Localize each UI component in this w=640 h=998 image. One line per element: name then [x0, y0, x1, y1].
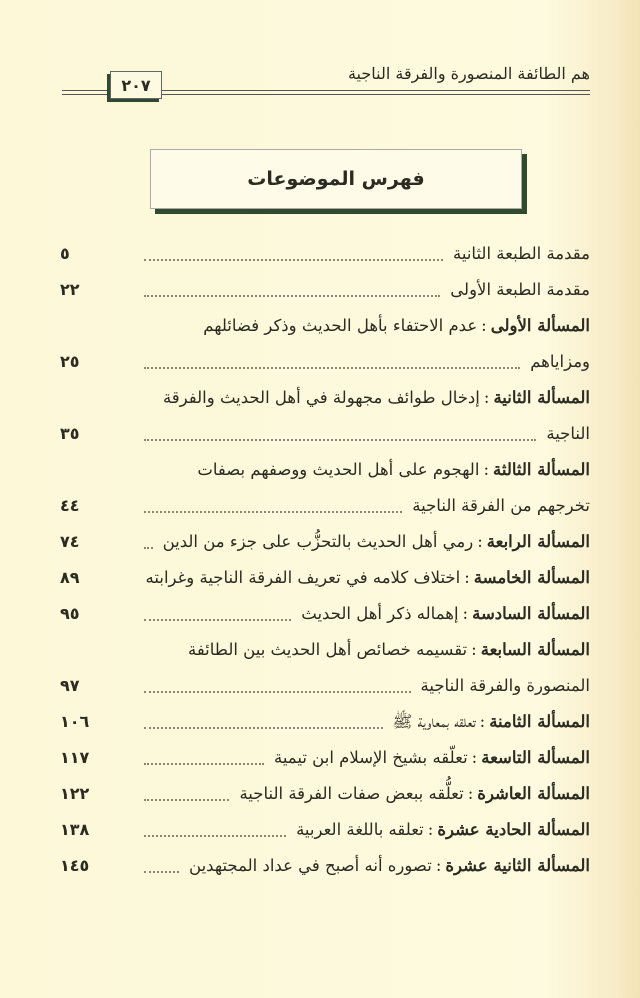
toc-entry-line	[60, 488, 590, 524]
dot-leader	[144, 691, 411, 693]
toc-entry-line	[60, 416, 590, 452]
page-number: ٢٠٧	[121, 75, 151, 95]
entry-text: الناجية	[546, 424, 590, 443]
dot-leader	[144, 835, 286, 837]
label-separator: :	[462, 604, 469, 623]
label-separator: :	[483, 460, 489, 479]
toc-entry-line	[60, 380, 590, 416]
entry-text: عدم الاحتفاء بأهل الحديث وذكر فضائلهم	[203, 316, 478, 335]
entry-text: تعلقه بمعاوية ﷺ	[392, 712, 476, 731]
dot-leader	[144, 871, 179, 873]
toc-entry[interactable]	[60, 812, 590, 848]
toc-entry[interactable]	[60, 776, 590, 812]
label-separator: :	[467, 784, 474, 803]
entry-text: مقدمة الطبعة الأولى	[450, 280, 590, 299]
toc-entry[interactable]	[60, 308, 590, 380]
toc-entry-line	[60, 236, 590, 272]
toc-entry-line	[60, 848, 590, 884]
entry-page-number: ١٢٢	[60, 784, 90, 803]
entry-label: المسألة السادسة	[472, 604, 590, 623]
toc-entry-line	[60, 596, 590, 632]
entry-page-number: ٩٥	[60, 604, 80, 623]
entry-label: المسألة الثانية	[493, 388, 590, 407]
toc-entry[interactable]	[60, 380, 590, 452]
entry-text: الهجوم على أهل الحديث ووصفهم بصفات	[197, 460, 480, 479]
dot-leader	[144, 259, 443, 261]
toc-entry[interactable]	[60, 632, 590, 704]
toc-entry-line	[60, 452, 590, 488]
entry-text: تعلقه باللغة العربية	[296, 820, 424, 839]
entry-page-number: ٩٧	[60, 676, 80, 695]
entry-text: تعلُّقه ببعض صفات الفرقة الناجية	[239, 784, 464, 803]
label-separator: :	[464, 568, 470, 587]
toc-entry-line	[60, 524, 590, 560]
toc-entry-line	[60, 308, 590, 344]
entry-text: إدخال طوائف مجهولة في أهل الحديث والفرقة	[162, 388, 480, 407]
label-separator: :	[479, 712, 486, 731]
entry-text: تعلّقه بشيخ الإسلام ابن تيمية	[273, 748, 468, 767]
entry-text: المنصورة والفرقة الناجية	[420, 676, 590, 695]
entry-page-number: ١٠٦	[60, 712, 90, 731]
entry-page-number: ١٣٨	[60, 820, 90, 839]
entry-label: المسألة الثالثة	[493, 460, 590, 479]
entry-label: المسألة الثامنة	[489, 712, 590, 731]
entry-label: المسألة الخامسة	[473, 568, 590, 587]
label-separator: :	[427, 820, 434, 839]
running-header	[62, 62, 590, 102]
entry-page-number: ٢٢	[60, 280, 80, 299]
entry-text: تقسيمه خصائص أهل الحديث بين الطائفة	[187, 640, 468, 659]
toc-entry-line	[60, 740, 590, 776]
entry-page-number: ١٤٥	[60, 856, 90, 875]
entry-label: المسألة الرابعة	[486, 532, 590, 551]
entry-text: مقدمة الطبعة الثانية	[453, 244, 590, 263]
toc-entry-line	[60, 632, 590, 668]
dot-leader	[144, 367, 520, 369]
label-separator: :	[483, 388, 490, 407]
entry-label: المسألة الحادية عشرة	[437, 820, 590, 839]
entry-page-number: ٥	[60, 244, 70, 263]
dot-leader	[144, 799, 229, 801]
toc-entry-line	[60, 812, 590, 848]
toc-entry[interactable]	[60, 452, 590, 524]
entry-page-number: ٤٤	[60, 496, 80, 515]
label-separator: :	[477, 532, 483, 551]
table-of-contents	[60, 236, 590, 884]
dot-leader	[144, 619, 291, 621]
page-number-box	[110, 71, 162, 99]
entry-page-number: ١١٧	[60, 748, 90, 767]
entry-page-number: ٨٩	[60, 568, 80, 587]
entry-label: المسألة العاشرة	[477, 784, 590, 803]
toc-entry[interactable]	[60, 272, 590, 308]
entry-label: المسألة الثانية عشرة	[445, 856, 590, 875]
dot-leader	[144, 511, 402, 513]
toc-entry[interactable]	[60, 236, 590, 272]
entry-page-number: ٢٥	[60, 352, 80, 371]
dot-leader	[144, 763, 264, 765]
label-separator: :	[481, 316, 487, 335]
label-separator: :	[435, 856, 442, 875]
toc-entry[interactable]	[60, 704, 590, 740]
entry-text: تخرجهم من الفرقة الناجية	[412, 496, 590, 515]
entry-text: ومزاياهم	[530, 352, 590, 371]
running-title: هم الطائفة المنصورة والفرقة الناجية	[347, 64, 590, 83]
toc-entry-line	[60, 776, 590, 812]
toc-entry-line	[60, 668, 590, 704]
dot-leader	[144, 727, 383, 729]
entry-page-number: ٣٥	[60, 424, 80, 443]
dot-leader	[144, 439, 536, 441]
dot-leader	[144, 547, 153, 549]
entry-text: إهماله ذكر أهل الحديث	[301, 604, 459, 623]
toc-title: فهرس الموضوعات	[247, 168, 425, 190]
toc-entry-line	[60, 344, 590, 380]
entry-text: اختلاف كلامه في تعريف الفرقة الناجية وغرابته	[145, 568, 461, 587]
toc-entry[interactable]	[60, 740, 590, 776]
toc-entry[interactable]	[60, 524, 590, 560]
toc-entry[interactable]	[60, 596, 590, 632]
entry-page-number: ٧٤	[60, 532, 80, 551]
toc-title-box	[150, 149, 522, 209]
entry-label: المسألة التاسعة	[481, 748, 590, 767]
toc-entry[interactable]	[60, 848, 590, 884]
toc-entry-line	[60, 560, 590, 596]
entry-label: المسألة السابعة	[480, 640, 590, 659]
entry-label: المسألة الأولى	[490, 316, 590, 335]
entry-text: رمي أهل الحديث بالتحزُّب على جزء من الدين	[162, 532, 474, 551]
label-separator: :	[471, 748, 478, 767]
entry-text: تصوره أنه أصبح في عداد المجتهدين	[189, 856, 432, 875]
toc-entry-line	[60, 704, 590, 740]
label-separator: :	[471, 640, 477, 659]
dot-leader	[144, 295, 440, 297]
toc-entry[interactable]	[60, 560, 590, 596]
toc-entry-line	[60, 272, 590, 308]
